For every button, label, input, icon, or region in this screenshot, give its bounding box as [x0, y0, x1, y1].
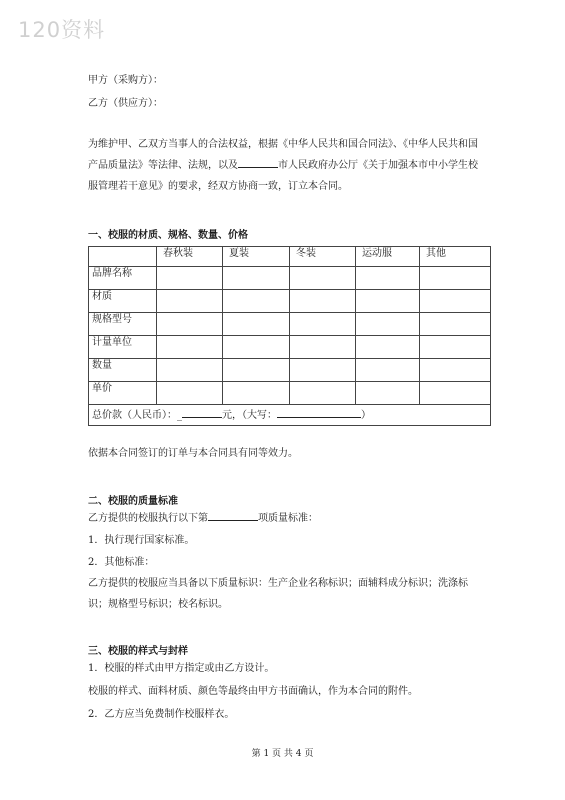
header-cell: [89, 247, 157, 267]
total-row: [89, 405, 491, 426]
table-cell: [223, 336, 290, 359]
row-label: 规格型号: [89, 313, 157, 336]
quality-standard-line: [88, 511, 318, 526]
table-cell: [420, 336, 491, 359]
standard-number-blank: [208, 511, 258, 521]
style-item-2: 2．乙方应当免费制作校服样衣。: [88, 709, 235, 720]
quality-line-b: 项质量标准：: [258, 513, 318, 524]
table-cell: [356, 290, 420, 313]
header-cell: 夏装: [223, 247, 290, 267]
table-cell: [157, 313, 223, 336]
header-cell: 冬装: [290, 247, 356, 267]
row-label: 单价: [89, 382, 157, 405]
section3-title: 三、校服的样式与封样: [88, 646, 188, 657]
row-label: 数量: [89, 359, 157, 382]
section1-title: 一、校服的材质、规格、数量、价格: [88, 230, 248, 241]
table-cell: [157, 382, 223, 405]
table-cell: [356, 359, 420, 382]
table-row: [89, 336, 491, 359]
table-row: [89, 290, 491, 313]
section2-title: 二、校服的质量标准: [88, 496, 178, 507]
header-cell: 春秋装: [157, 247, 223, 267]
table-cell: [420, 313, 491, 336]
order-validity-note: 依据本合同签订的订单与本合同具有同等效力。: [88, 448, 298, 459]
table-header-row: [89, 247, 491, 267]
table-cell: [290, 290, 356, 313]
row-label: 品牌名称: [89, 267, 157, 290]
table-row: [89, 267, 491, 290]
table-cell: [356, 382, 420, 405]
table-row: [89, 313, 491, 336]
row-label: 材质: [89, 290, 157, 313]
page-number: 第 1 页 共 4 页: [251, 749, 314, 759]
table-cell: [420, 267, 491, 290]
party-a-line: 甲方（采购方）：: [88, 75, 163, 86]
uniform-spec-table: [88, 246, 491, 426]
total-label: 总价款（人民币）：: [92, 410, 177, 421]
watermark: 120资料: [18, 18, 106, 42]
style-confirmation: 校服的样式、面料材质、颜色等最终由甲方书面确认，作为本合同的附件。: [88, 686, 418, 697]
table-cell: [420, 382, 491, 405]
intro-paragraph: [88, 134, 480, 197]
quality-labels-paragraph: 乙方提供的校服应当具备以下质量标识：生产企业名称标识；面辅料成分标识；洗涤标识；规格型号标识；校名标识。: [88, 578, 468, 610]
table-cell: [223, 313, 290, 336]
table-cell: [290, 359, 356, 382]
total-unit: 元，（大写：: [222, 410, 277, 421]
party-b-line: 乙方（供应方）：: [88, 98, 163, 109]
row-label: 计量单位: [89, 336, 157, 359]
intro-part1: 为维护甲、乙双方当事人的合法权益，根据《中华人民共和国合同法》、《中华人民共和国产品质量法》等法律、法规，以及: [88, 139, 478, 171]
table-cell: [223, 267, 290, 290]
table-cell: [290, 313, 356, 336]
table-cell: [223, 382, 290, 405]
table-cell: [157, 290, 223, 313]
table-cell: [290, 267, 356, 290]
header-cell: 运动服: [356, 247, 420, 267]
amount-blank: [182, 408, 222, 418]
intro-part2: 市人民政府办公厅《关于加强本市中小学生校服管理若干意见》的要求，经双方协商一致，订立本合同。: [88, 160, 478, 192]
table-cell: [223, 290, 290, 313]
table-row: [89, 359, 491, 382]
table-cell: [157, 267, 223, 290]
table-row: [89, 382, 491, 405]
table-cell: [223, 359, 290, 382]
table-cell: [420, 359, 491, 382]
standard-item-1: 1．执行现行国家标准。: [88, 535, 195, 546]
header-cell: 其他: [420, 247, 491, 267]
table-cell: [157, 359, 223, 382]
total-price-cell: [89, 405, 491, 426]
amount-words-blank: [277, 408, 361, 418]
table-cell: [420, 290, 491, 313]
table-cell: [290, 336, 356, 359]
table-cell: [290, 382, 356, 405]
quality-line-a: 乙方提供的校服执行以下第: [88, 513, 208, 524]
style-item-1: 1．校服的样式由甲方指定或由乙方设计。: [88, 663, 275, 674]
total-prefix: _: [177, 410, 182, 421]
table-cell: [356, 267, 420, 290]
table-cell: [356, 336, 420, 359]
total-close: ）: [361, 410, 371, 421]
table-cell: [356, 313, 420, 336]
city-blank: [238, 158, 278, 168]
table-cell: [157, 336, 223, 359]
standard-item-2: 2．其他标准：: [88, 557, 155, 568]
